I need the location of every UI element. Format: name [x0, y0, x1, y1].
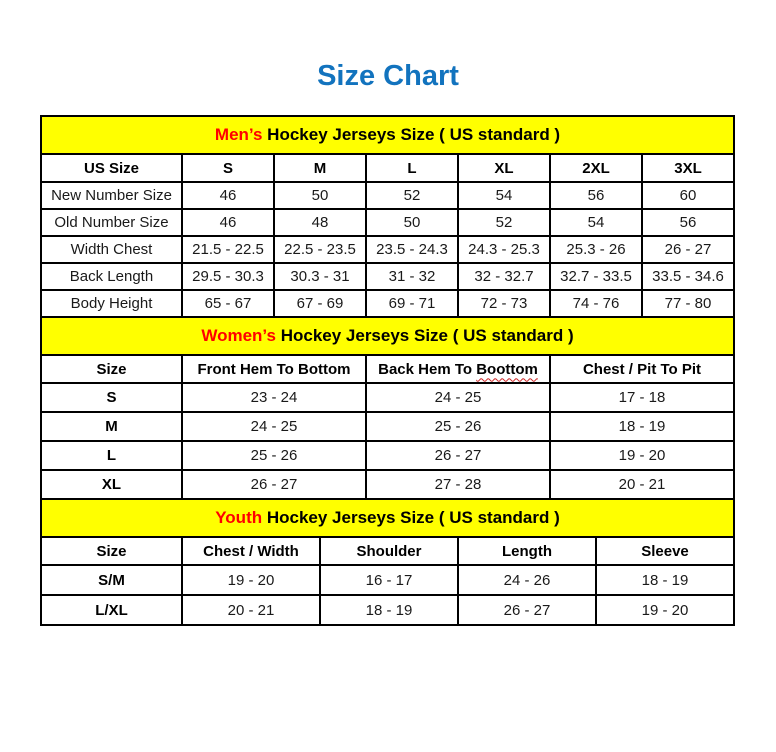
table-row: [41, 595, 734, 625]
size-value-cell: 31 - 32: [366, 263, 458, 290]
size-tables: [40, 115, 735, 626]
column-header: S: [182, 154, 274, 182]
column-header: 2XL: [550, 154, 642, 182]
section-header-band: [41, 317, 734, 355]
column-header: Sleeve: [596, 537, 734, 565]
size-value-cell: 19 - 20: [596, 595, 734, 625]
row-label: M: [41, 412, 182, 441]
section-title-rest: Hockey Jerseys Size ( US standard ): [262, 508, 560, 527]
section-accent-label: Youth: [215, 508, 263, 527]
column-header: M: [274, 154, 366, 182]
row-label: Old Number Size: [41, 209, 182, 236]
misspelled-word: Boottom: [476, 360, 538, 378]
size-value-cell: 67 - 69: [274, 290, 366, 317]
size-value-cell: 74 - 76: [550, 290, 642, 317]
size-value-cell: 20 - 21: [550, 470, 734, 499]
column-header: Length: [458, 537, 596, 565]
size-value-cell: 65 - 67: [182, 290, 274, 317]
column-header-row: [41, 154, 734, 182]
column-header: Front Hem To Bottom: [182, 355, 366, 383]
size-value-cell: 22.5 - 23.5: [274, 236, 366, 263]
size-value-cell: 72 - 73: [458, 290, 550, 317]
size-value-cell: 27 - 28: [366, 470, 550, 499]
table-row: [41, 383, 734, 412]
size-value-cell: 18 - 19: [596, 565, 734, 595]
size-value-cell: 46: [182, 209, 274, 236]
column-header: Back Hem To Boottom: [366, 355, 550, 383]
table-row: [41, 290, 734, 317]
row-label: Back Length: [41, 263, 182, 290]
table-row: [41, 441, 734, 470]
section-header-band-row: [41, 116, 734, 154]
size-value-cell: 19 - 20: [182, 565, 320, 595]
row-label: XL: [41, 470, 182, 499]
size-value-cell: 18 - 19: [320, 595, 458, 625]
size-value-cell: 23.5 - 24.3: [366, 236, 458, 263]
size-value-cell: 30.3 - 31: [274, 263, 366, 290]
column-header: XL: [458, 154, 550, 182]
size-value-cell: 26 - 27: [642, 236, 734, 263]
section-header-band: [41, 116, 734, 154]
size-value-cell: 26 - 27: [458, 595, 596, 625]
size-value-cell: 18 - 19: [550, 412, 734, 441]
section-accent-label: Women’s: [201, 326, 276, 345]
section-header-band-row: [41, 499, 734, 537]
column-header: 3XL: [642, 154, 734, 182]
size-table-mens: [40, 115, 735, 318]
row-label: L: [41, 441, 182, 470]
size-value-cell: 20 - 21: [182, 595, 320, 625]
page-title: Size Chart: [317, 60, 459, 92]
table-row: [41, 236, 734, 263]
size-value-cell: 21.5 - 22.5: [182, 236, 274, 263]
column-header: Chest / Pit To Pit: [550, 355, 734, 383]
row-label: L/XL: [41, 595, 182, 625]
size-value-cell: 54: [550, 209, 642, 236]
size-value-cell: 29.5 - 30.3: [182, 263, 274, 290]
size-value-cell: 25.3 - 26: [550, 236, 642, 263]
column-header: Size: [41, 355, 182, 383]
size-value-cell: 23 - 24: [182, 383, 366, 412]
size-value-cell: 26 - 27: [182, 470, 366, 499]
row-label: New Number Size: [41, 182, 182, 209]
size-value-cell: 19 - 20: [550, 441, 734, 470]
size-value-cell: 24 - 25: [182, 412, 366, 441]
section-header-band-row: [41, 317, 734, 355]
column-header: US Size: [41, 154, 182, 182]
size-chart-page: [0, 60, 776, 752]
size-value-cell: 50: [274, 182, 366, 209]
size-value-cell: 32.7 - 33.5: [550, 263, 642, 290]
size-value-cell: 60: [642, 182, 734, 209]
size-value-cell: 32 - 32.7: [458, 263, 550, 290]
column-header: L: [366, 154, 458, 182]
section-header-band: [41, 499, 734, 537]
table-row: [41, 263, 734, 290]
column-header-row: [41, 355, 734, 383]
size-value-cell: 52: [458, 209, 550, 236]
section-accent-label: Men’s: [214, 125, 263, 144]
size-value-cell: 25 - 26: [182, 441, 366, 470]
table-row: [41, 209, 734, 236]
row-label: S/M: [41, 565, 182, 595]
table-row: [41, 412, 734, 441]
section-title-rest: Hockey Jerseys Size ( US standard ): [262, 125, 561, 144]
row-label: S: [41, 383, 182, 412]
size-value-cell: 50: [366, 209, 458, 236]
size-value-cell: 56: [642, 209, 734, 236]
size-value-cell: 48: [274, 209, 366, 236]
size-value-cell: 77 - 80: [642, 290, 734, 317]
size-value-cell: 69 - 71: [366, 290, 458, 317]
section-title-rest: Hockey Jerseys Size ( US standard ): [275, 326, 574, 345]
row-label: Body Height: [41, 290, 182, 317]
size-value-cell: 52: [366, 182, 458, 209]
column-header: Chest / Width: [182, 537, 320, 565]
size-value-cell: 16 - 17: [320, 565, 458, 595]
size-value-cell: 26 - 27: [366, 441, 550, 470]
size-value-cell: 56: [550, 182, 642, 209]
column-header: Size: [41, 537, 182, 565]
size-value-cell: 25 - 26: [366, 412, 550, 441]
size-value-cell: 24.3 - 25.3: [458, 236, 550, 263]
size-table-womens: [40, 316, 735, 500]
row-label: Width Chest: [41, 236, 182, 263]
size-value-cell: 24 - 25: [366, 383, 550, 412]
size-value-cell: 24 - 26: [458, 565, 596, 595]
table-row: [41, 470, 734, 499]
size-value-cell: 54: [458, 182, 550, 209]
size-value-cell: 17 - 18: [550, 383, 734, 412]
table-row: [41, 182, 734, 209]
column-header-row: [41, 537, 734, 565]
size-value-cell: 33.5 - 34.6: [642, 263, 734, 290]
size-value-cell: 46: [182, 182, 274, 209]
size-table-youth: [40, 498, 735, 626]
column-header: Shoulder: [320, 537, 458, 565]
table-row: [41, 565, 734, 595]
